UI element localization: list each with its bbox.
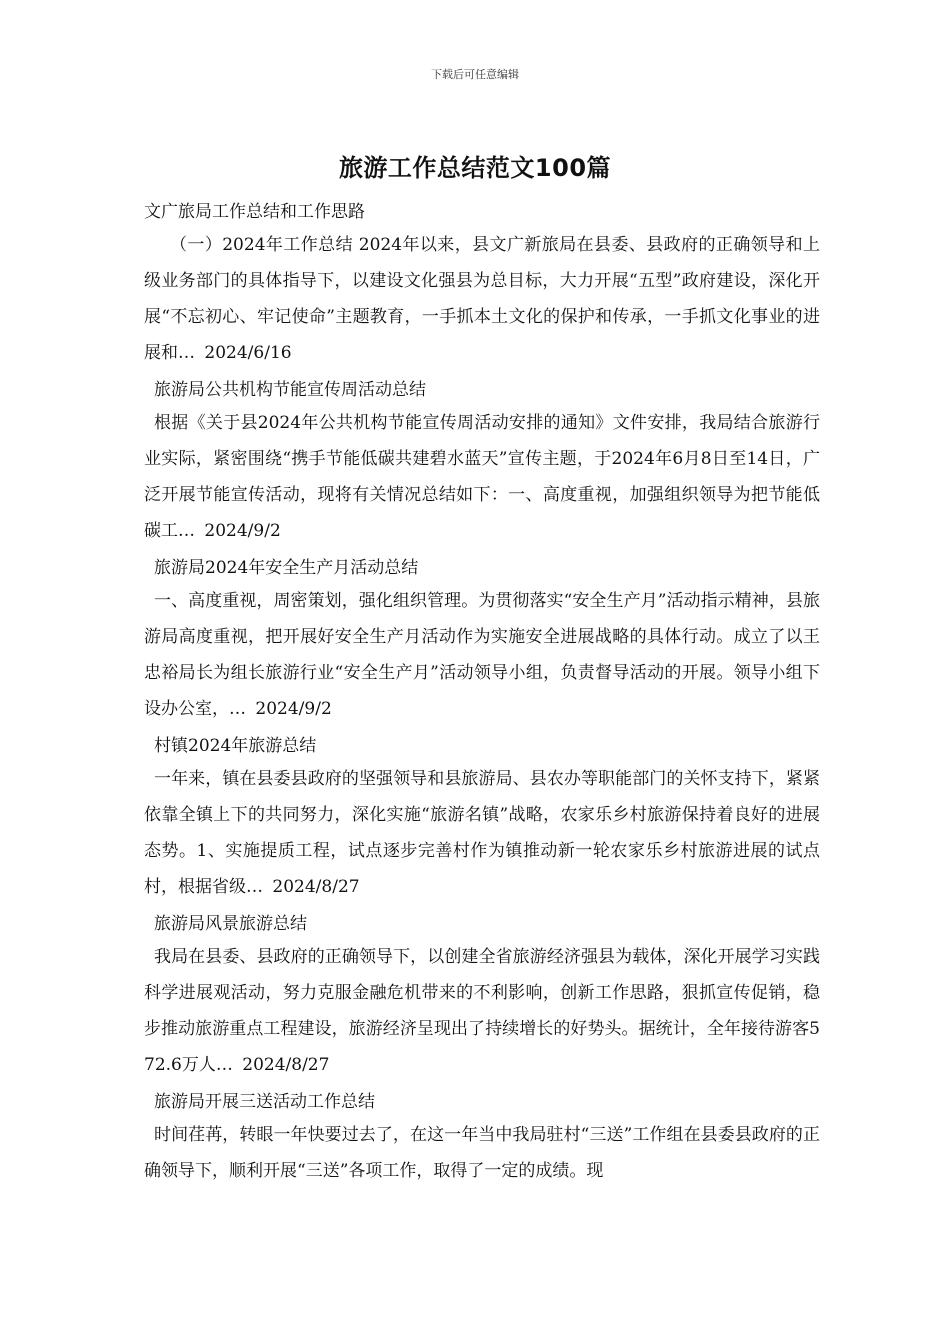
section-heading: 旅游局2024年安全生产月活动总结: [154, 558, 419, 578]
section-heading: 旅游局风景旅游总结: [154, 914, 307, 934]
section-item: [144, 197, 820, 371]
section-text: 一年来，镇在县委县政府的坚强领导和县旅游局、县农办等职能部门的关怀支持下，紧紧依靠全镇上下的共同努力，深化实施“旅游名镇”战略，农家乐乡村旅游保持着良好的进展态势。1、实施提质工程，试点逐步完善村作为镇推动新一轮农家乐乡村旅游进展的试点村，根据省级…: [144, 769, 820, 897]
section-heading: 旅游局公共机构节能宣传周活动总结: [154, 380, 426, 400]
section-text: 一、高度重视，周密策划，强化组织管理。为贯彻落实“安全生产月”活动指示精神，县旅游局高度重视，把开展好安全生产月活动作为实施安全进展战略的具体行动。成立了以王忠裕局长为组长旅游行业“安全生产月”活动领导小组，负责督导活动的开展。领导小组下设办公室，…: [144, 591, 820, 719]
document-content: [144, 197, 820, 1193]
document-title: 旅游工作总结范文100篇: [338, 154, 612, 182]
section-body: [144, 405, 820, 549]
section-item: [144, 553, 820, 727]
section-item: [144, 909, 820, 1083]
section-text: 根据《关于县2024年公共机构节能宣传周活动安排的通知》文件安排，我局结合旅游行业实际，紧密围绕“携手节能低碳共建碧水蓝天”宣传主题，于2024年6月8日至14日，广泛开展节能宣传活动，现将有关情况总结如下：一、高度重视，加强组织领导为把节能低碳工…: [144, 413, 820, 541]
section-heading: 村镇2024年旅游总结: [154, 736, 317, 756]
section-date: 2024/6/16: [204, 343, 292, 363]
section-text: （一）2024年工作总结 2024年以来，县文广新旅局在县委、县政府的正确领导和上级业务部门的具体指导下，以建设文化强县为总目标，大力开展“五型”政府建设，深化开展“不忘初心、牢记使命”主题教育，一手抓本土文化的保护和传承，一手抓文化事业的进展和…: [144, 235, 820, 363]
section-item: [144, 731, 820, 905]
section-date: 2024/9/2: [255, 699, 332, 719]
section-text: 我局在县委、县政府的正确领导下，以创建全省旅游经济强县为载体，深化开展学习实践科学进展观活动，努力克服金融危机带来的不利影响，创新工作思路，狠抓宣传促销，稳步推动旅游重点工程建设，旅游经济呈现出了持续增长的好势头。据统计，全年接待游客572.6万人…: [144, 947, 820, 1075]
section-body: [144, 1117, 820, 1189]
section-item: [144, 375, 820, 549]
section-date: 2024/8/27: [272, 877, 360, 897]
section-date: 2024/9/2: [204, 521, 281, 541]
section-heading: 文广旅局工作总结和工作思路: [144, 202, 365, 222]
section-body: [144, 761, 820, 905]
section-date: 2024/8/27: [242, 1055, 330, 1075]
section-item: [144, 1087, 820, 1189]
section-text: 时间荏苒，转眼一年快要过去了，在这一年当中我局驻村“三送”工作组在县委县政府的正确领导下，顺利开展“三送”各项工作，取得了一定的成绩。现: [144, 1125, 820, 1181]
section-heading: 旅游局开展三送活动工作总结: [154, 1092, 375, 1112]
header-note: 下载后可任意编辑: [431, 68, 519, 81]
section-body: [144, 939, 820, 1083]
section-body: [144, 227, 820, 371]
section-body: [144, 583, 820, 727]
